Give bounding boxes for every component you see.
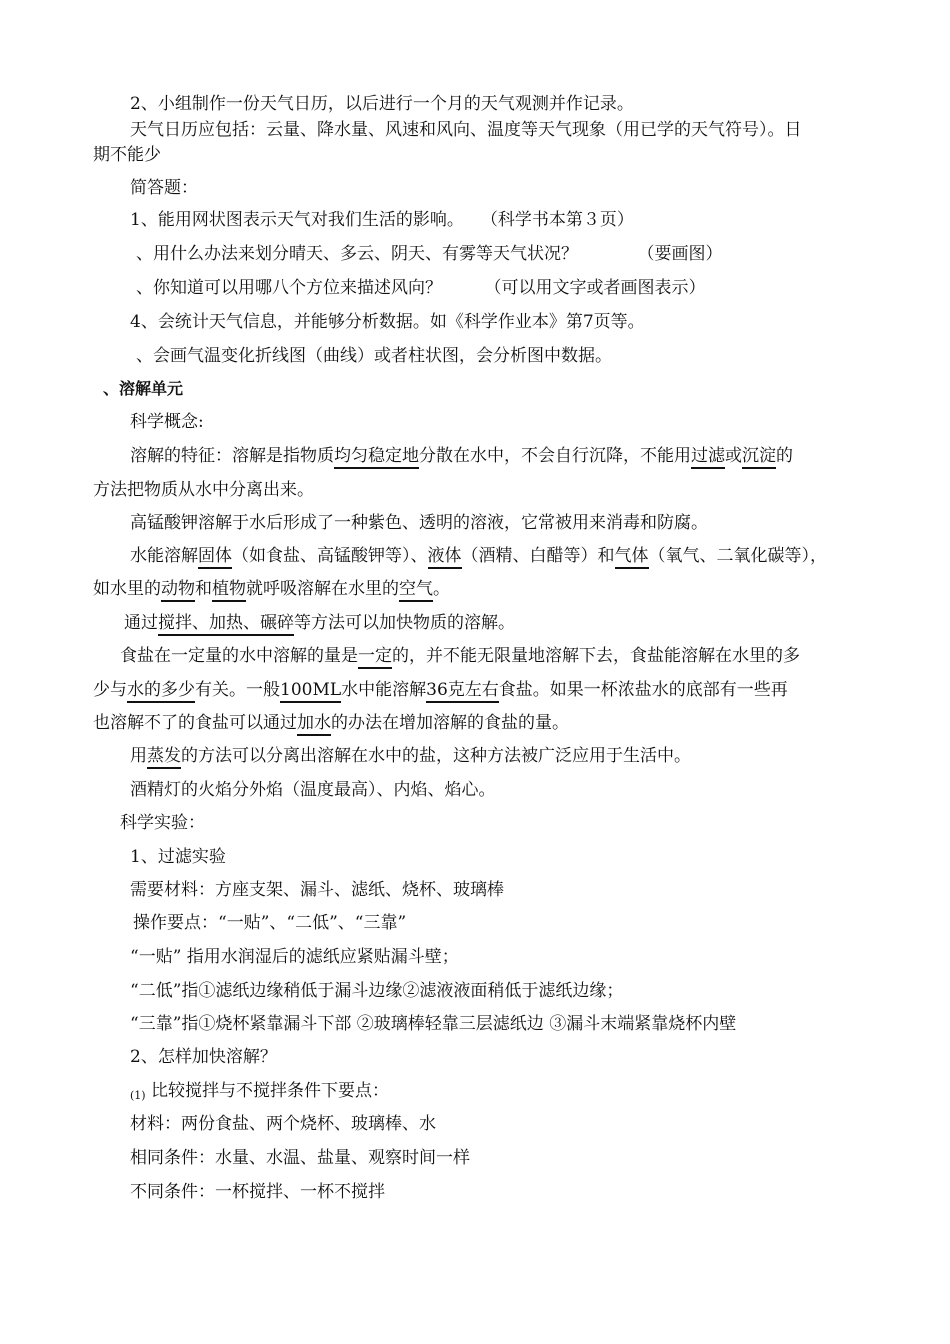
underlined-term: 蒸发	[147, 746, 181, 769]
concept-dissolving-definition: 溶解的特征：溶解是指物质均匀稳定地分散在水中，不会自行沉降，不能用过滤或沉淀的	[130, 445, 793, 467]
weather-calendar-content: 天气日历应包括：云量、降水量、风速和风向、温度等天气现象（用已学的天气符号）。日	[130, 120, 802, 140]
section-heading-dissolving: 、溶解单元	[103, 379, 184, 398]
short-answer-item-2: 、用什么办法来划分晴天、多云、阴天、有雾等天气状况？ （要画图）	[136, 244, 723, 264]
short-answer-item-4: 4、会统计天气信息，并能够分析数据。如《科学作业本》第7页等。	[130, 312, 645, 332]
concept-water-dissolves-cont: 如水里的动物和植物就呼吸溶解在水里的空气。	[93, 578, 450, 600]
experiment-speed-dissolving-title: 2、怎样加快溶解？	[130, 1047, 277, 1067]
concept-dissolving-definition-cont: 方法把物质从水中分离出来。	[93, 480, 314, 500]
underlined-term: 36克左右	[426, 680, 499, 703]
underlined-term: 空气	[399, 579, 433, 602]
concept-speed-up-dissolving: 通过搅拌、加热、碾碎等方法可以加快物质的溶解。	[124, 612, 515, 634]
short-answer-item-3: 、你知道可以用哪八个方位来描述风向？ （可以用文字或者画图表示）	[136, 278, 706, 298]
underlined-term: 水的多少	[127, 680, 195, 703]
underlined-term: 植物	[212, 579, 246, 602]
underlined-term: 100ML	[280, 680, 341, 703]
short-answer-item-5: 、会画气温变化折线图（曲线）或者柱状图，会分析图中数据。	[136, 346, 612, 366]
underlined-term: 一定	[358, 646, 392, 669]
experiment-filtration-one-stick: “一贴” 指用水润湿后的滤纸应紧贴漏斗壁；	[130, 947, 459, 967]
concept-potassium-permanganate: 高锰酸钾溶解于水后形成了一种紫色、透明的溶液，它常被用来消毒和防腐。	[130, 513, 708, 533]
science-concepts-heading: 科学概念:	[130, 412, 204, 432]
experiment-filtration-key-points: 操作要点：“一贴”、“二低”、“三靠”	[133, 913, 407, 933]
underlined-term: 气体	[615, 546, 649, 569]
underlined-term: 沉淀	[742, 446, 776, 469]
experiment-filtration-title: 1、过滤实验	[130, 847, 226, 867]
concept-water-dissolves: 水能溶解固体（如食盐、高锰酸钾等）、液体（酒精、白醋等）和气体（氧气、二氧化碳等），	[130, 545, 827, 567]
short-answer-heading: 简答题：	[130, 178, 198, 198]
item-weather-calendar: 2、小组制作一份天气日历，以后进行一个月的天气观测并作记录。	[130, 94, 634, 114]
concept-evaporation: 用蒸发的方法可以分离出溶解在水中的盐，这种方法被广泛应用于生活中。	[130, 745, 691, 767]
underlined-term: 均匀稳定地	[334, 446, 419, 469]
underlined-term: 搅拌、加热、碾碎	[158, 613, 294, 636]
experiment-filtration-three-lean: “三靠”指①烧杯紧靠漏斗下部 ②玻璃棒轻靠三层滤纸边 ③漏斗末端紧靠烧杯内壁	[130, 1014, 737, 1034]
experiment-stirring-materials: 材料：两份食盐、两个烧杯、玻璃棒、水	[130, 1114, 436, 1134]
experiment-filtration-materials: 需要材料：方座支架、漏斗、滤纸、烧杯、玻璃棒	[130, 880, 504, 900]
underlined-term: 加水	[297, 713, 331, 736]
underlined-term: 液体	[428, 546, 462, 569]
underlined-term: 固体	[198, 546, 232, 569]
concept-alcohol-lamp-flame: 酒精灯的火焰分外焰（温度最高）、内焰、焰心。	[130, 780, 496, 800]
concept-salt-solubility-cont: 少与水的多少有关。一般100ML水中能溶解36克左右食盐。如果一杯浓盐水的底部有一些再	[93, 679, 788, 701]
experiment-same-conditions: 相同条件：水量、水温、盐量、观察时间一样	[130, 1148, 470, 1168]
weather-calendar-content-cont: 期不能少	[93, 145, 161, 165]
experiment-stirring-comparison: (1) 比较搅拌与不搅拌条件下要点：	[130, 1081, 389, 1102]
underlined-term: 动物	[161, 579, 195, 602]
short-answer-item-1: 1、能用网状图表示天气对我们生活的影响。 （科学书本第３页）	[130, 210, 634, 230]
concept-salt-solubility: 食盐在一定量的水中溶解的量是一定的，并不能无限量地溶解下去，食盐能溶解在水里的多	[120, 645, 800, 667]
experiment-filtration-two-low: “二低”指①滤纸边缘稍低于漏斗边缘②滤液液面稍低于滤纸边缘；	[130, 981, 624, 1001]
experiment-different-conditions: 不同条件：一杯搅拌、一杯不搅拌	[130, 1182, 385, 1202]
underlined-term: 过滤	[691, 446, 725, 469]
concept-salt-solubility-cont-2: 也溶解不了的食盐可以通过加水的办法在增加溶解的食盐的量。	[93, 712, 569, 734]
science-experiments-heading: 科学实验：	[120, 813, 205, 833]
